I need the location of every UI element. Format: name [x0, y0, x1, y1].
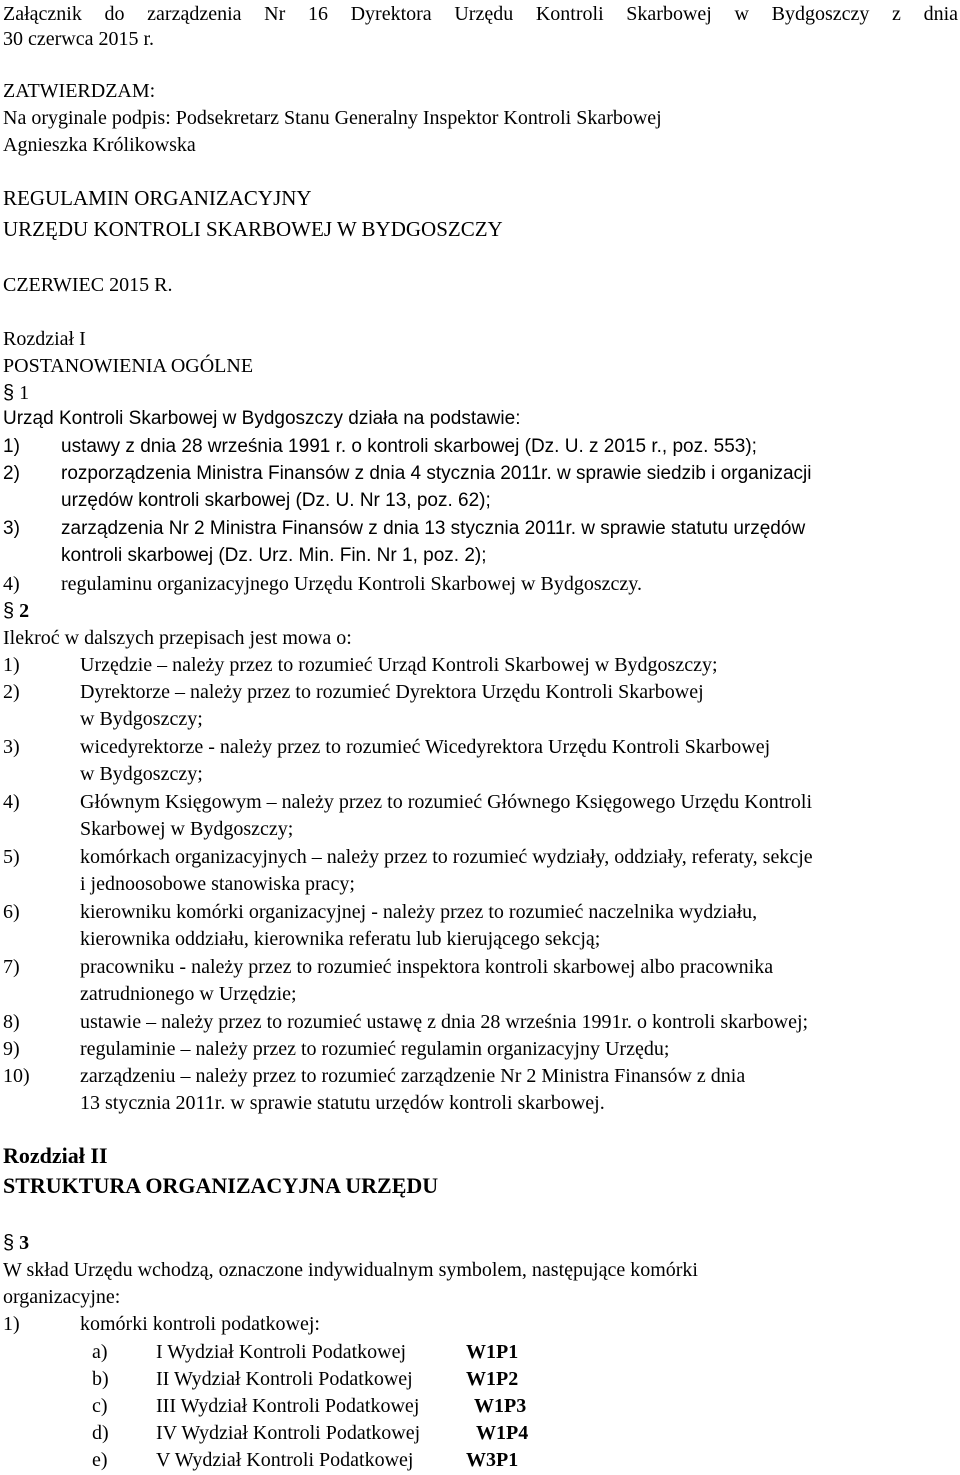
list-item-text: Dyrektorze – należy przez to rozumieć Dyrektora Urzędu Kontroli Skarbowej — [80, 681, 704, 703]
approval-label: ZATWIERDZAM: — [3, 80, 156, 102]
section-3-number — [3, 1231, 29, 1255]
list-item-number: 10) — [3, 1065, 30, 1087]
list-item-text: pracowniku - należy przez to rozumieć inspektora kontroli skarbowej albo pracownika — [80, 956, 774, 978]
list-item-text: rozporządzenia Ministra Finansów z dnia 4 stycznia 2011r. w sprawie siedzib i organizacji — [61, 463, 812, 484]
list-item-number: 6) — [3, 901, 20, 923]
unit-code: W1P2 — [466, 1368, 519, 1390]
approval-signature-line: Na oryginale podpis: Podsekretarz Stanu Generalny Inspektor Kontroli Skarbowej — [3, 107, 662, 129]
section-3-intro-line-1: W skład Urzędu wchodzą, oznaczone indywidualnym symbolem, następujące komórki — [3, 1259, 698, 1281]
list-item-text: Głównym Księgowym – należy przez to rozumieć Głównego Księgowego Urzędu Kontroli — [80, 791, 813, 813]
header-line-2: 30 czerwca 2015 r. — [3, 28, 155, 50]
unit-code: W1P1 — [466, 1341, 519, 1363]
list-item-continuation: w Bydgoszczy; — [80, 763, 203, 785]
section-2-intro: Ilekroć w dalszych przepisach jest mowa o: — [3, 627, 352, 649]
unit-code: W1P4 — [476, 1422, 529, 1444]
list-item-text: ustawy z dnia 28 września 1991 r. o kontroli skarbowej (Dz. U. z 2015 r., poz. 553); — [61, 436, 757, 457]
header-line-1: Załącznik do zarządzenia Nr 16 Dyrektora Urzędu Kontroli Skarbowej w Bydgoszczy z dnia — [3, 3, 958, 25]
list-item-number: 1) — [3, 436, 20, 457]
list-item-text: komórkach organizacyjnych – należy przez to rozumieć wydziały, oddziały, referaty, sekcje — [80, 846, 813, 868]
list-item-number: 2) — [3, 463, 20, 484]
unit-letter: c) — [92, 1395, 108, 1417]
section-2-number — [3, 599, 29, 623]
section-sign-icon: § — [3, 1232, 15, 1254]
chapter-1-heading: Rozdział I — [3, 328, 86, 350]
title-date: CZERWIEC 2015 R. — [3, 274, 173, 296]
list-item-continuation: kierownika oddziału, kierownika referatu lub kierującego sekcją; — [80, 928, 601, 950]
unit-letter: a) — [92, 1341, 108, 1363]
unit-letter: b) — [92, 1368, 109, 1390]
group-1-number: 1) — [3, 1313, 20, 1335]
list-item-number: 5) — [3, 846, 20, 868]
list-item-text: Urzędzie – należy przez to rozumieć Urząd Kontroli Skarbowej w Bydgoszczy; — [80, 654, 718, 676]
list-item-number: 3) — [3, 736, 20, 758]
unit-code: W3P1 — [466, 1449, 519, 1471]
list-item-text: regulaminu organizacyjnego Urzędu Kontroli Skarbowej w Bydgoszczy. — [61, 573, 642, 595]
list-item-text: regulaminie – należy przez to rozumieć regulamin organizacyjny Urzędu; — [80, 1038, 670, 1060]
unit-code: W1P3 — [474, 1395, 527, 1417]
list-item-continuation: Skarbowej w Bydgoszczy; — [80, 818, 294, 840]
list-item-number: 7) — [3, 956, 20, 978]
section-sign-icon: § — [3, 600, 15, 622]
chapter-2-subheading: STRUKTURA ORGANIZACYJNA URZĘDU — [3, 1173, 439, 1198]
unit-name: II Wydział Kontroli Podatkowej — [156, 1368, 413, 1390]
list-item-number: 9) — [3, 1038, 20, 1060]
list-item-continuation: w Bydgoszczy; — [80, 708, 203, 730]
list-item-number: 2) — [3, 681, 20, 703]
section-3-number-text: 3 — [19, 1232, 30, 1254]
list-item-text: zarządzenia Nr 2 Ministra Finansów z dnia 13 stycznia 2011r. w sprawie statutu urzędów — [61, 518, 806, 539]
section-1-intro: Urząd Kontroli Skarbowej w Bydgoszczy działa na podstawie: — [3, 408, 521, 429]
list-item-number: 4) — [3, 791, 20, 813]
title-line-2: URZĘDU KONTROLI SKARBOWEJ W BYDGOSZCZY — [3, 217, 503, 241]
list-item-number: 1) — [3, 654, 20, 676]
unit-letter: e) — [92, 1449, 108, 1471]
list-item-text: wicedyrektorze - należy przez to rozumieć Wicedyrektora Urzędu Kontroli Skarbowej — [80, 736, 771, 758]
list-item-continuation: zatrudnionego w Urzędzie; — [80, 983, 297, 1005]
list-item-continuation: urzędów kontroli skarbowej (Dz. U. Nr 13, poz. 62); — [61, 490, 491, 511]
section-sign-icon: § — [3, 382, 15, 404]
list-item-continuation: kontroli skarbowej (Dz. Urz. Min. Fin. Nr 1, poz. 2); — [61, 545, 487, 566]
list-item-number: 8) — [3, 1011, 20, 1033]
unit-name: IV Wydział Kontroli Podatkowej — [156, 1422, 421, 1444]
list-item-text: zarządzeniu – należy przez to rozumieć zarządzenie Nr 2 Ministra Finansów z dnia — [80, 1065, 746, 1087]
group-1-label: komórki kontroli podatkowej: — [80, 1313, 320, 1335]
section-1-number — [3, 381, 29, 405]
list-item-text: ustawie – należy przez to rozumieć ustawę z dnia 28 września 1991r. o kontroli skarbowej; — [80, 1011, 809, 1033]
chapter-1-subheading: POSTANOWIENIA OGÓLNE — [3, 355, 254, 377]
approval-name: Agnieszka Królikowska — [3, 134, 196, 156]
unit-letter: d) — [92, 1422, 109, 1444]
unit-name: I Wydział Kontroli Podatkowej — [156, 1341, 407, 1363]
section-1-number-text: 1 — [19, 382, 30, 404]
unit-name: III Wydział Kontroli Podatkowej — [156, 1395, 420, 1417]
chapter-2-heading: Rozdział II — [3, 1143, 108, 1168]
list-item-text: kierowniku komórki organizacyjnej - należy przez to rozumieć naczelnika wydziału, — [80, 901, 758, 923]
unit-name: V Wydział Kontroli Podatkowej — [156, 1449, 414, 1471]
section-3-intro-line-2: organizacyjne: — [3, 1286, 121, 1308]
list-item-number: 4) — [3, 573, 20, 595]
title-line-1: REGULAMIN ORGANIZACYJNY — [3, 186, 312, 210]
section-2-number-text: 2 — [19, 600, 30, 622]
list-item-number: 3) — [3, 518, 20, 539]
list-item-continuation: i jednoosobowe stanowiska pracy; — [80, 873, 355, 895]
list-item-continuation: 13 stycznia 2011r. w sprawie statutu urzędów kontroli skarbowej. — [80, 1092, 605, 1114]
